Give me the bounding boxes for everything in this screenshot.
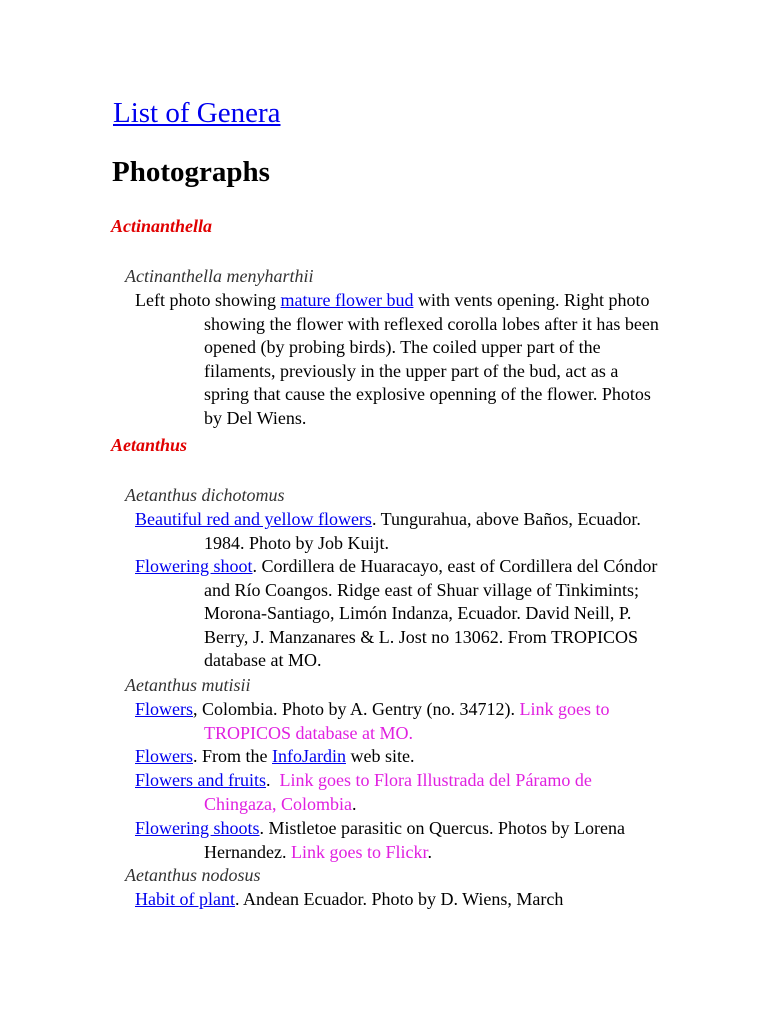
entry-text: with vents opening. Right photo showing the flower with reflexed corolla lobes after it has been opened (by probing birds). The coiled upper part of the filaments, previously in the upper part of the bud, act as a spring that cause the explosive openning of the flower. Photos by Del Wiens. [204,290,659,428]
list-of-genera-link[interactable]: List of Genera [113,97,281,129]
flowering-shoot-link[interactable]: Flowering shoot [135,556,253,576]
entry-actinanthella-menyharthii [135,289,664,430]
entry-text: web site. [345,746,415,766]
genus-heading-aetanthus: Aetanthus [111,435,188,455]
entry-text: . From the [193,746,272,766]
species-aetanthus-dichotomus: Aetanthus dichotomus [125,485,285,505]
entry-text: Left photo showing [135,290,281,310]
genus-heading-actinanthella: Actinanthella [111,216,213,236]
species-aetanthus-mutisii: Aetanthus mutisii [125,675,251,695]
entry-nodosus-habit [135,888,664,912]
entry-text: , Colombia. Photo by A. Gentry (no. 34712). [193,699,520,719]
link-note: Link goes to Flora Illustrada del Páramo de Chingaza, Colombia [204,770,592,814]
entry-mutisii-flowers-fruits [135,769,664,816]
entry-dichotomus-shoot [135,555,664,673]
entry-text: . [265,770,280,790]
entry-text: . Tungurahua, above Baños, Ecuador. 1984. Photo by Job Kuijt. [204,509,641,553]
link-note: Link goes to Flickr [290,841,428,862]
flowers-and-fruits-link[interactable]: Flowers and fruits [135,770,266,790]
flowers-link-2[interactable]: Flowers [135,746,193,766]
species-aetanthus-nodosus: Aetanthus nodosus [125,865,261,885]
entry-text: . Mistletoe parasitic on Quercus. Photos by Lorena Hernandez. [204,818,625,862]
entry-text: . [351,793,357,814]
beautiful-flowers-link[interactable]: Beautiful red and yellow flowers [135,509,372,529]
entry-text: . Cordillera de Huaracayo, east of Cordillera del Cóndor and Río Coangos. Ridge east of Shuar village of Tinkimints; Morona-Santiago, Limón Indanza, Ecuador. David Neill, P. Berry, J. Manzanares & L. Jost no 13062. From TROPICOS database at MO. [204,556,658,670]
entry-text: . [427,841,432,862]
species-actinanthella-menyharthii: Actinanthella menyharthii [125,266,314,286]
mature-flower-bud-link[interactable]: mature flower bud [280,290,414,310]
flowers-link[interactable]: Flowers [135,699,193,719]
link-note: Link goes to TROPICOS database at MO. [204,699,610,743]
entry-dichotomus-flowers [135,508,664,555]
entry-mutisii-flowers-2 [135,745,664,769]
flowering-shoots-link[interactable]: Flowering shoots [135,818,260,838]
entry-mutisii-shoots [135,817,664,864]
infojardin-link[interactable]: InfoJardin [272,746,346,766]
habit-of-plant-link[interactable]: Habit of plant [135,889,235,909]
entry-mutisii-flowers-1 [135,698,664,745]
entry-text: . Andean Ecuador. Photo by D. Wiens, March [234,889,564,909]
page-title: Photographs [112,156,270,188]
